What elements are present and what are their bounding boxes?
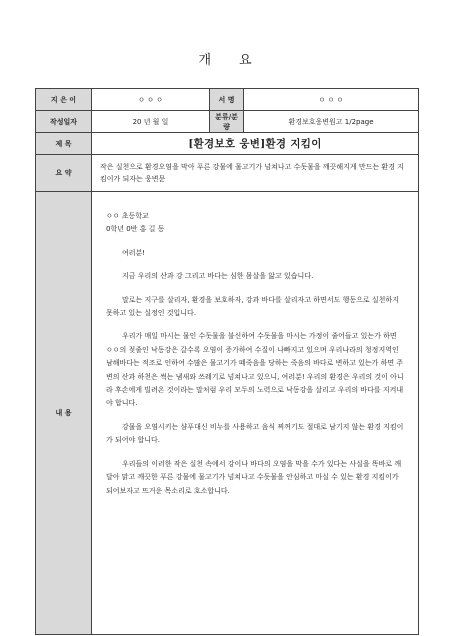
category-value: 환경보호웅변원고 1/2page xyxy=(244,111,419,133)
title-char-1: 개 xyxy=(198,53,211,68)
category-label: 분류/분량 xyxy=(210,111,244,133)
paragraph: 말로는 지구를 살리자, 환경을 보호하자, 강과 바다를 살리자고 하면서도 행동으로 실천하지 못하고 있는 실정인 것입니다. xyxy=(106,295,399,318)
overview-form xyxy=(35,88,418,635)
paragraph: 지금 우리의 산과 강 그리고 바다는 심한 몸살을 앓고 있습니다. xyxy=(122,272,314,281)
title-char-2: 요 xyxy=(239,53,252,68)
subject-label: 제 목 xyxy=(36,133,92,155)
author-label: 지 은 이 xyxy=(36,89,92,111)
content-body xyxy=(92,192,419,635)
summary-value: 작은 실천으로 환경오염을 막아 푸른 강물에 물고기가 넘쳐나고 수돗물을 깨끗해지게 만드는 환경 지킴이가 되자는 웅변문 xyxy=(92,155,419,192)
paragraph: 강물을 오염시키는 샴푸대신 비누를 사용하고 음식 찌꺼기도 절대로 남기지 않는 환경 지킴이가 되어야 합니다. xyxy=(106,422,404,445)
school-name: ㅇㅇ 초등학교 xyxy=(106,212,149,220)
summary-row xyxy=(36,155,419,192)
student-name: 0학년 0반 홍 길 동 xyxy=(106,225,165,234)
content-row xyxy=(36,192,419,635)
author-value: ㅇ ㅇ ㅇ xyxy=(92,89,210,111)
subject-row xyxy=(36,133,419,155)
author-row xyxy=(36,89,419,111)
summary-label: 요 약 xyxy=(36,155,92,192)
overview-table xyxy=(35,88,419,635)
date-value: 20 년 월 일 xyxy=(92,111,210,133)
paragraph: 우리들의 이러한 작은 실천 속에서 강이나 바다의 오염을 막을 수가 있다는 사실을 똑바로 깨달아 맑고 깨끗한 푸른 강물에 물고기가 넘쳐나고 수돗물을 안심하고 마실 수 있는 환경 지킴이가 되어보자고 뜨거운 목소리로 호소합니다. xyxy=(106,459,402,495)
signature-value: ㅇ ㅇ ㅇ xyxy=(244,89,419,111)
document-title xyxy=(0,49,450,68)
date-row xyxy=(36,111,419,133)
greeting: 여러분! xyxy=(122,248,146,257)
signature-label: 서 명 xyxy=(210,89,244,111)
subject-value: [환경보호 웅변]환경 지킴이 xyxy=(92,133,419,155)
paragraph: 우리가 매일 마시는 물인 수돗물을 불신하여 수돗물을 마시는 가정이 줄어들고 있는가 하면 ㅇㅇ의 젖줄인 낙동강은 갈수록 오염이 증가하여 수질이 나빠지고 있으며 우리나라의 청정지역인 남해바다는 적조로 인하여 수많은 물고기가 떼죽음을 당하는 죽음의 바다로 변하고 있는가 하면 주변의 산과 하천은 썩는 냄새와 쓰레기로 넘쳐나고 있으니, 여러분! 우리의 환경은 우리의 것이 아니라 후손에게 빌려온 것이라는 말처럼 우리 모두의 노력으로 낙동강을 살리고 우리의 바다를 지켜내야 합니다. xyxy=(106,332,404,408)
date-label: 작성일자 xyxy=(36,111,92,133)
content-label: 내 용 xyxy=(36,192,92,635)
